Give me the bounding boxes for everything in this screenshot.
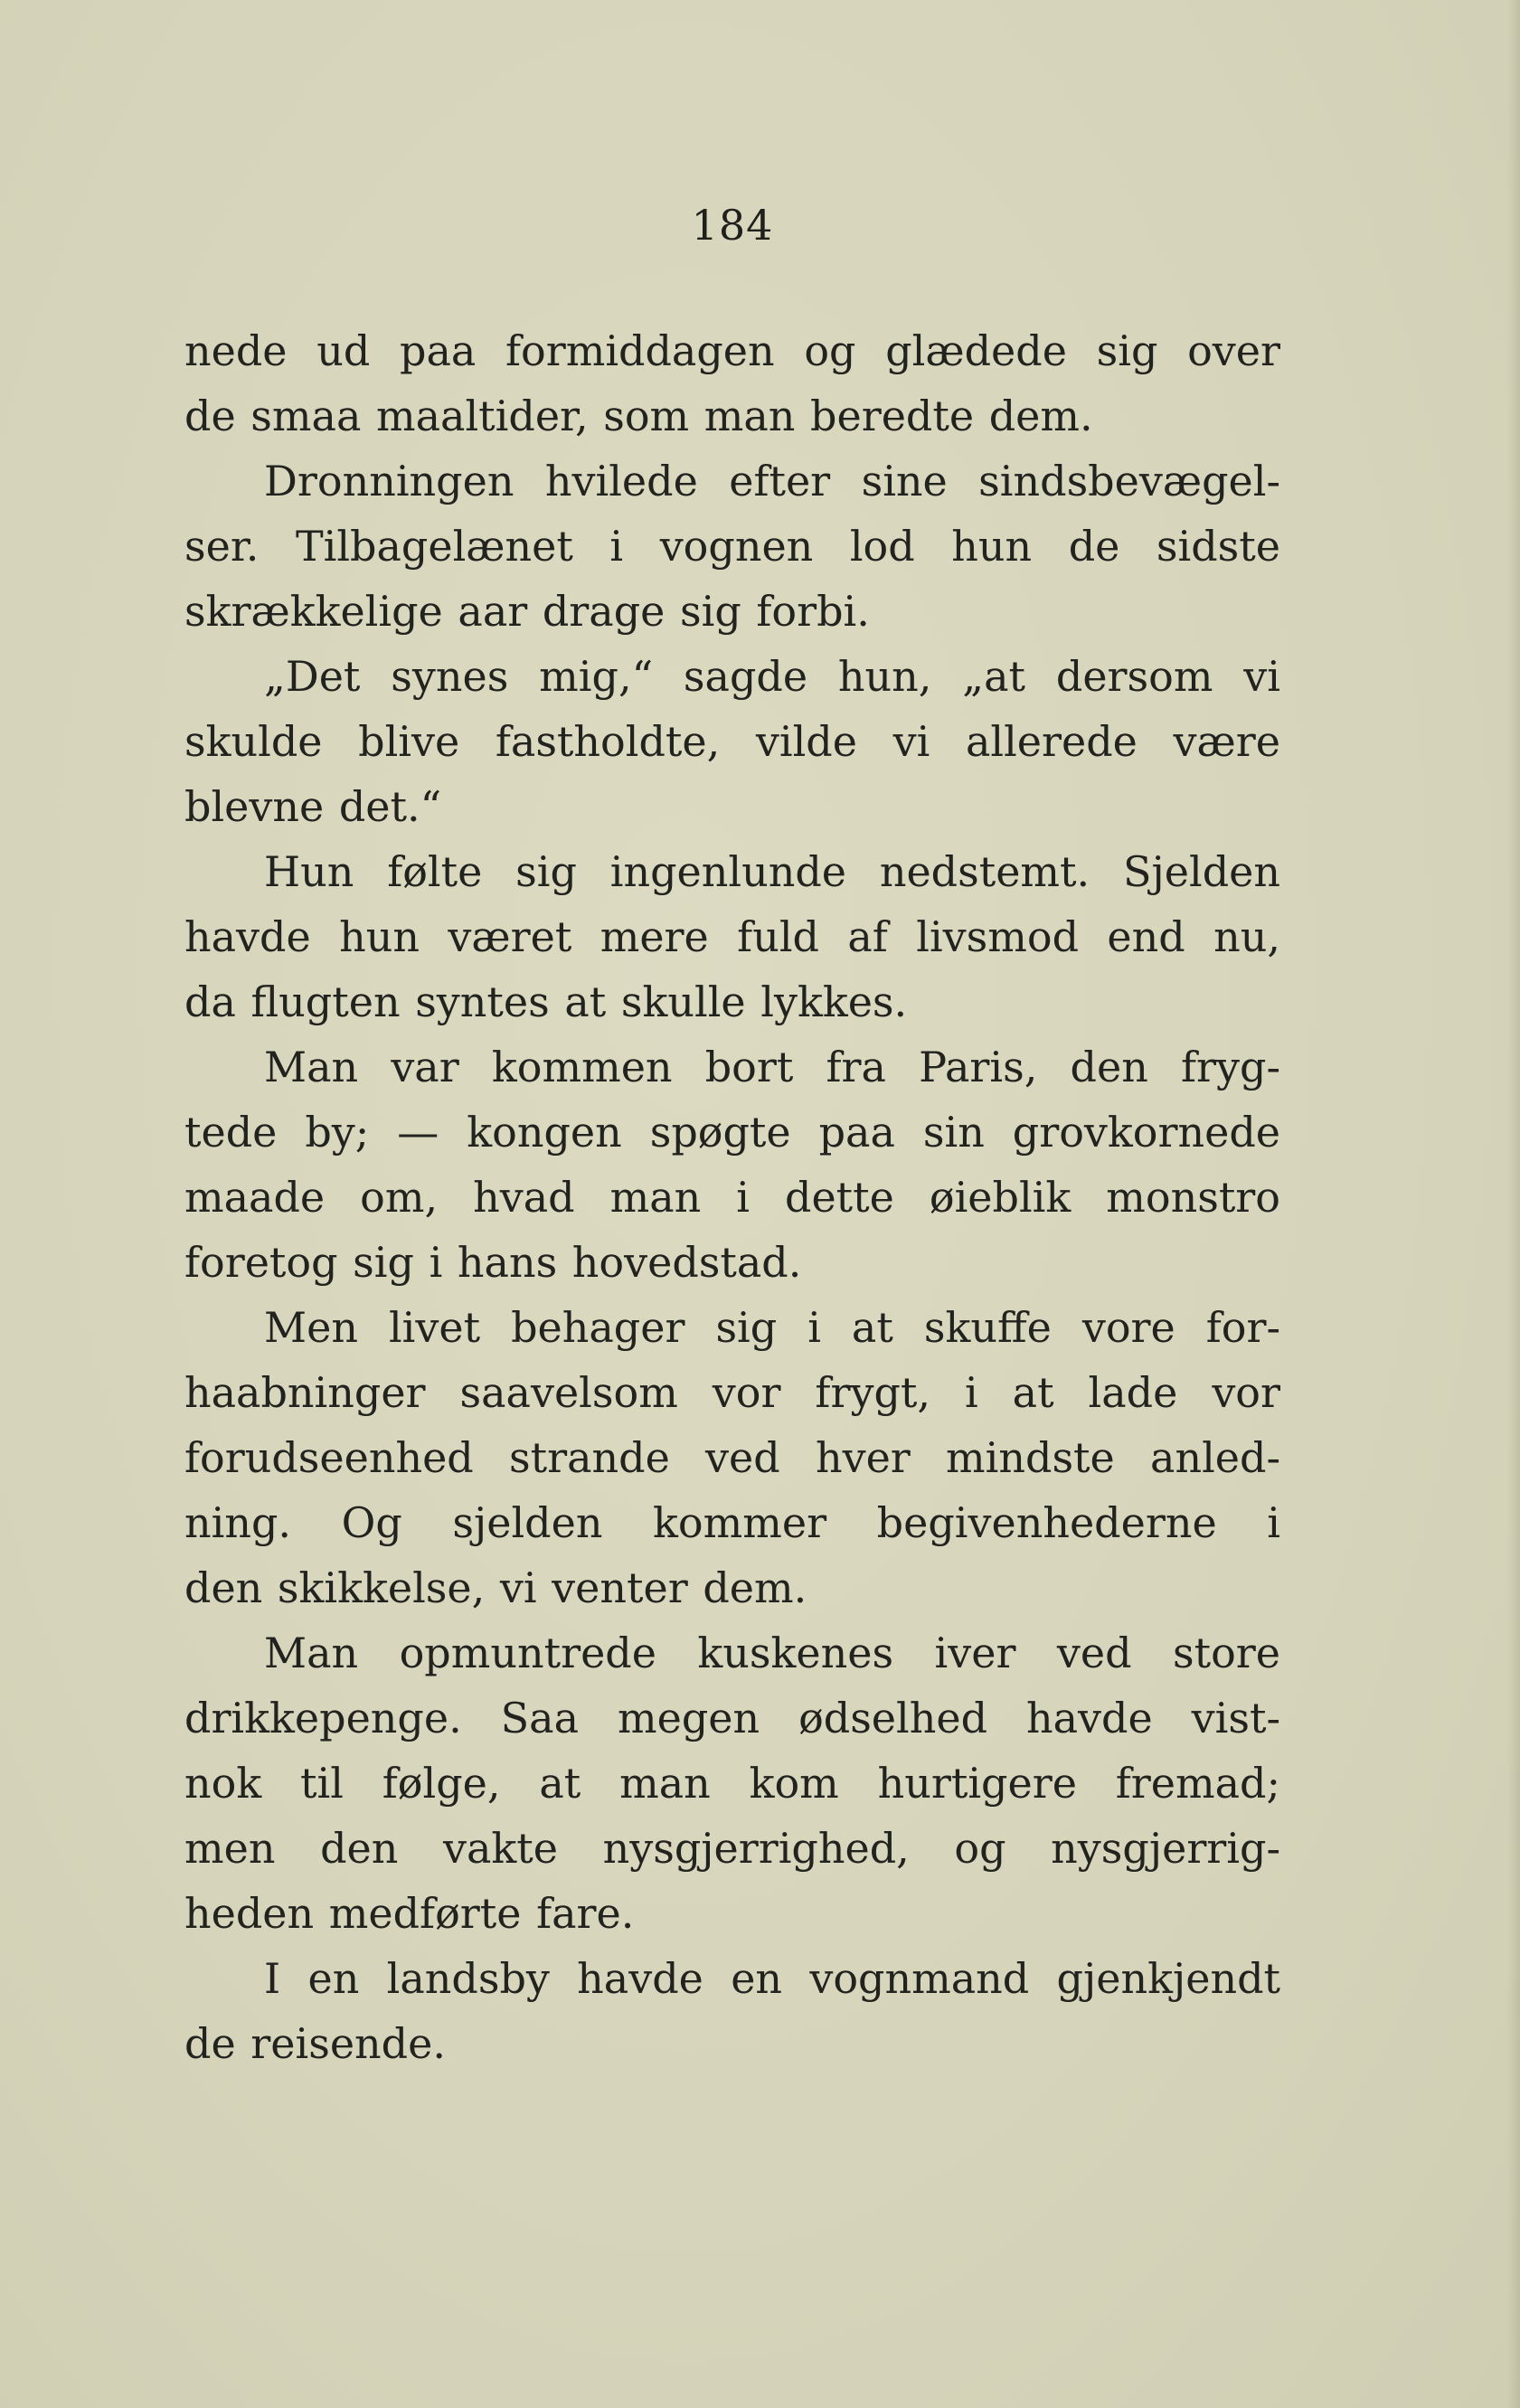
text-line: nok til følge, at man kom hurtigere fremad; bbox=[184, 1759, 1280, 1808]
text-line: skulde blive fastholdte, vilde vi allerede være bbox=[184, 717, 1280, 766]
text-line: ning. Og sjelden kommer begivenhederne i bbox=[184, 1498, 1280, 1547]
text-line: foretog sig i hans hovedstad. bbox=[184, 1238, 802, 1287]
page-edge bbox=[1507, 0, 1520, 2408]
page-number: 184 bbox=[691, 201, 774, 250]
text-line: Dronningen hvilede efter sine sindsbevægel- bbox=[264, 457, 1280, 505]
text-line: skrækkelige aar drage sig forbi. bbox=[184, 587, 870, 636]
text-line: maade om, hvad man i dette øieblik monstro bbox=[184, 1173, 1280, 1222]
body-text bbox=[184, 318, 1280, 2076]
text-line: Man opmuntrede kuskenes iver ved store bbox=[264, 1629, 1280, 1677]
text-line: de reisende. bbox=[184, 2019, 446, 2068]
text-line: tede by; — kongen spøgte paa sin grovkornede bbox=[184, 1108, 1280, 1157]
text-line: Men livet behager sig i at skuffe vore for- bbox=[264, 1303, 1280, 1352]
text-line: Man var kommen bort fra Paris, den fryg- bbox=[264, 1043, 1280, 1091]
text-line: den skikkelse, vi venter dem. bbox=[184, 1563, 807, 1612]
text-line: havde hun været mere fuld af livsmod end nu, bbox=[184, 912, 1280, 961]
text-line: de smaa maaltider, som man beredte dem. bbox=[184, 392, 1093, 440]
text-line: I en landsby havde en vognmand gjenkjendt bbox=[264, 1954, 1280, 2003]
text-line: heden medførte fare. bbox=[184, 1889, 635, 1938]
text-line: blevne det.“ bbox=[184, 782, 442, 831]
text-line: men den vakte nysgjerrighed, og nysgjerrig- bbox=[184, 1824, 1280, 1873]
text-line: da flugten syntes at skulle lykkes. bbox=[184, 977, 908, 1026]
text-line: haabninger saavelsom vor frygt, i at lade vor bbox=[184, 1368, 1280, 1417]
text-line: Hun følte sig ingenlunde nedstemt. Sjelden bbox=[264, 847, 1280, 896]
text-line: drikkepenge. Saa megen ødselhed havde vist- bbox=[184, 1694, 1280, 1742]
text-line: ser. Tilbagelænet i vognen lod hun de sidste bbox=[184, 522, 1280, 571]
text-line: forudseenhed strande ved hver mindste anled- bbox=[184, 1433, 1280, 1482]
text-line: „Det synes mig,“ sagde hun, „at dersom vi bbox=[264, 652, 1280, 701]
text-line: nede ud paa formiddagen og glædede sig over bbox=[184, 326, 1280, 375]
